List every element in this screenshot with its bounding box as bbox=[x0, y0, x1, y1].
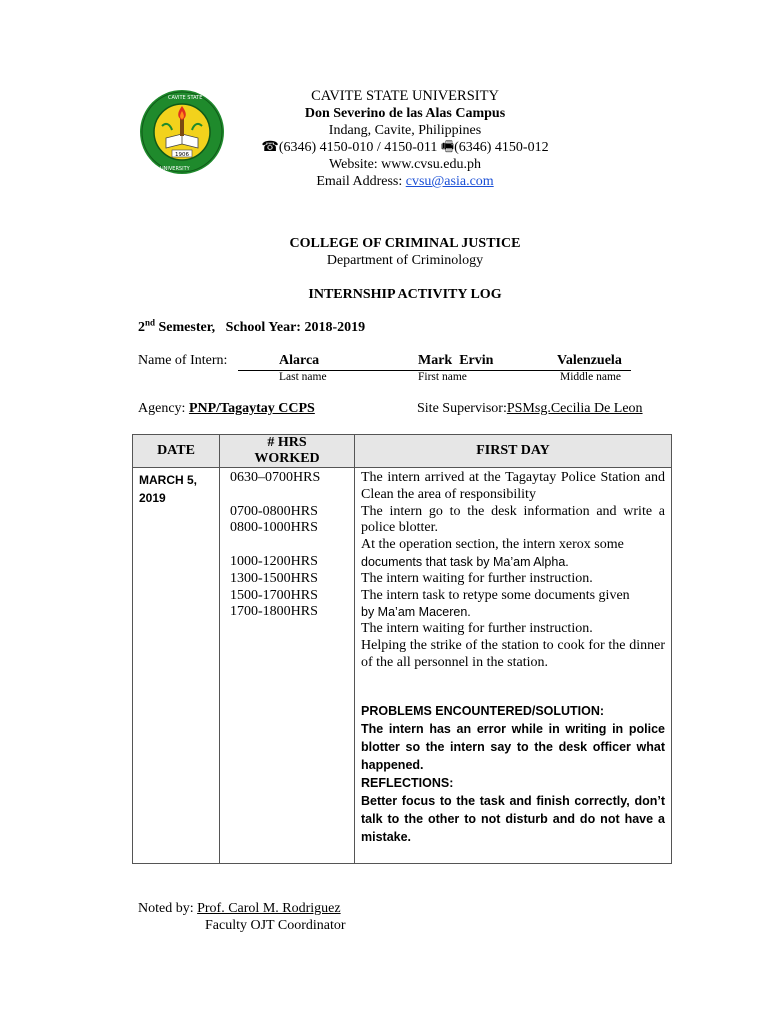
noted-by-name: Prof. Carol M. Rodriguez bbox=[197, 901, 341, 916]
intern-last-name: Alarca bbox=[279, 353, 320, 368]
activity-item: The intern waiting for further instruction. bbox=[361, 570, 593, 586]
fax-icon: 🖷 bbox=[440, 140, 455, 155]
hours-line: 1700-1800HRS bbox=[230, 604, 318, 620]
semester-line bbox=[138, 317, 366, 336]
college-name: COLLEGE OF CRIMINAL JUSTICE bbox=[289, 236, 521, 251]
campus-name: Don Severino de las Alas Campus bbox=[304, 106, 506, 121]
activity-item: At the operation section, the intern xerox some bbox=[361, 537, 624, 553]
hours-line: 0700-0800HRS bbox=[230, 503, 318, 519]
phone-icon: ☎ bbox=[261, 140, 279, 155]
svg-text:CAVITE STATE: CAVITE STATE bbox=[168, 95, 203, 101]
supervisor-label: Site Supervisor: bbox=[417, 401, 507, 416]
activity-item: The intern arrived at the Tagaytay Police Station and Clean the area of responsibility bbox=[361, 470, 665, 502]
noted-by-title: Faculty OJT Coordinator bbox=[205, 918, 346, 933]
email-link[interactable]: cvsu@asia.com bbox=[405, 174, 494, 189]
hours-line: 1300-1500HRS bbox=[230, 570, 318, 586]
activities-cell bbox=[355, 468, 672, 864]
problems-title: PROBLEMS ENCOUNTERED/SOLUTION: bbox=[361, 703, 605, 718]
hours-spacer bbox=[230, 537, 354, 554]
hours-line: 0800-1000HRS bbox=[230, 520, 318, 536]
agency-value: PNP/Tagaytay CCPS bbox=[188, 401, 315, 416]
table-row bbox=[133, 468, 672, 864]
reflections-text: Better focus to the task and finish correctly, don’t talk to the other to not disturb and do not have a mistake. bbox=[361, 793, 665, 844]
activity-item: The intern waiting for further instruction. bbox=[361, 621, 593, 637]
middle-name-caption: Middle name bbox=[560, 371, 621, 383]
school-year: Semester, School Year: 2018-2019 bbox=[155, 320, 366, 335]
header-hours: # HRS WORKED bbox=[220, 435, 355, 468]
header-date: DATE bbox=[133, 435, 220, 468]
agency-line bbox=[138, 401, 315, 417]
semester-suffix: nd bbox=[145, 317, 156, 328]
department-name: Department of Criminology bbox=[326, 253, 484, 268]
hours-line: 0630–0700HRS bbox=[230, 470, 321, 485]
university-address: Indang, Cavite, Philippines bbox=[328, 123, 482, 138]
activity-spacer bbox=[361, 672, 665, 702]
email-label: Email Address: bbox=[316, 174, 406, 189]
university-header bbox=[180, 88, 630, 190]
university-name: CAVITE STATE UNIVERSITY bbox=[311, 88, 499, 104]
semester-number: 2 bbox=[138, 320, 145, 335]
fax-number: (6346) 4150-012 bbox=[454, 140, 549, 155]
activity-item: The intern task to retype some documents given bbox=[361, 587, 630, 603]
header-first-day: FIRST DAY bbox=[355, 435, 672, 468]
website: Website: www.cvsu.edu.ph bbox=[329, 157, 481, 172]
agency-label: Agency: bbox=[138, 401, 189, 416]
activity-item: documents that task by Ma’am Alpha. bbox=[361, 554, 569, 569]
intern-first-name: Mark Ervin bbox=[418, 353, 494, 368]
hours-cell bbox=[220, 468, 355, 864]
intern-middle-name: Valenzuela bbox=[557, 353, 622, 368]
activity-item: The intern go to the desk information and write a police blotter. bbox=[361, 503, 665, 536]
activity-item: Helping the strike of the station to cook for the dinner of the all personnel in the station. bbox=[361, 637, 665, 670]
hours-spacer bbox=[230, 487, 354, 504]
first-name-caption: First name bbox=[418, 371, 467, 383]
hours-line: 1500-1700HRS bbox=[230, 587, 318, 603]
reflections-title: REFLECTIONS: bbox=[361, 775, 454, 790]
intern-name-label: Name of Intern: bbox=[138, 353, 228, 368]
noted-by-label: Noted by: bbox=[138, 901, 198, 916]
activity-item: by Ma’am Maceren. bbox=[361, 605, 471, 620]
last-name-caption: Last name bbox=[279, 371, 327, 383]
email-line bbox=[180, 173, 630, 190]
table-header-row bbox=[133, 435, 672, 468]
date-cell: MARCH 5, 2019 bbox=[133, 468, 220, 864]
supervisor-name: PSMsg.Cecilia De Leon bbox=[506, 401, 643, 416]
activity-log-table bbox=[132, 434, 672, 864]
contact-numbers bbox=[180, 139, 630, 156]
problems-text: The intern has an error while in writing in police blotter so the intern say to the desk officer what happened. bbox=[361, 721, 665, 772]
logo-year-text: 1906 bbox=[175, 152, 189, 158]
supervisor-line bbox=[417, 401, 643, 417]
phone-numbers: (6346) 4150-010 / 4150-011 bbox=[278, 140, 438, 155]
noted-by-line bbox=[138, 901, 341, 917]
document-title: INTERNSHIP ACTIVITY LOG bbox=[308, 287, 502, 302]
hours-line: 1000-1200HRS bbox=[230, 554, 318, 570]
svg-text:UNIVERSITY: UNIVERSITY bbox=[160, 166, 190, 172]
